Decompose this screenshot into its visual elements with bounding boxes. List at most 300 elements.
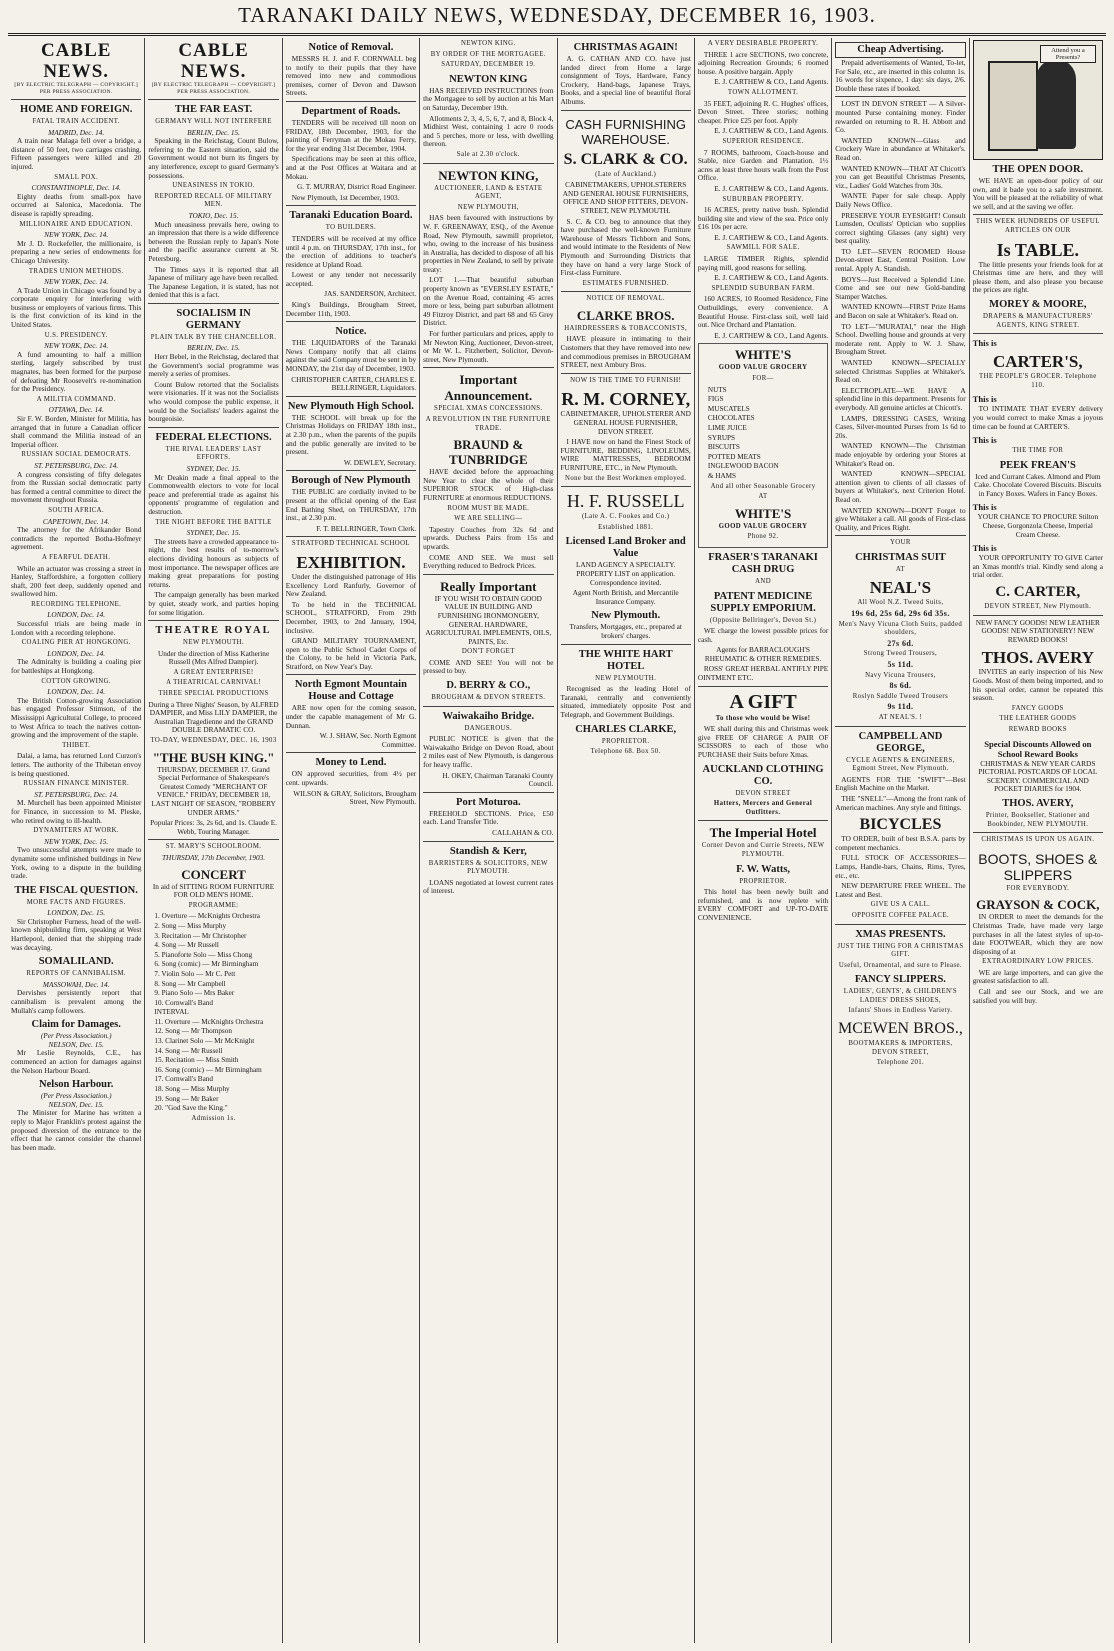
ad-body: This hotel has been newly built and refurnished, and is now replete with EVERY COMFORT and UP-TO-DATE CONVENIENCE.	[697, 887, 829, 922]
classified-ad: WANTED KNOWN—FIRST Prize Hams and Bacon on sale at Whitaker's. Read on.	[835, 302, 966, 321]
ad-line: Established 1881.	[598, 523, 654, 531]
divider	[423, 574, 553, 575]
ad-heading: CARTER'S,	[993, 352, 1083, 372]
property-body: 16 ACRES, pretty native bush. Splendid building site and view of the sea. Price only £16 10s per acre.	[697, 205, 829, 232]
divider	[561, 373, 691, 374]
story-heading: DYNAMITERS AT WORK.	[33, 827, 120, 835]
ad-heading: PATENT MEDICINE SUPPLY EMPORIUM.	[710, 590, 816, 614]
story-body: Mr Deakin made a final appeal to the Commonwealth electors to vote for local peace and preferential trade as against his opponents' programme of regulation and destruction.	[148, 472, 279, 516]
ad-subheading: BY ORDER OF THE MORTGAGEE.	[430, 50, 546, 58]
dateline: LONDON, Dec. 15.	[47, 908, 106, 918]
programme-item: 15. Recitation — Miss Smith	[154, 1056, 239, 1065]
story-heading: RUSSIAN FINANCE MINISTER.	[23, 780, 130, 788]
ad-body: WE charge the lowest possible prices for cash.	[697, 626, 829, 644]
ad-heading: FANCY SLIPPERS.	[854, 974, 946, 986]
story-body: A congress consisting of fifty delegates from the Russian social democratic party has formed a central committee to direct the movement throughout Russia.	[11, 469, 142, 505]
ad-line: ROOM MUST BE MADE.	[447, 504, 530, 512]
ad-heading: CAMPBELL AND GEORGE,	[858, 730, 943, 754]
copyright-line: [BY ELECTRIC TELEGRAPH — COPYRIGHT.]	[151, 82, 276, 88]
ad-line: Strong Tweed Trousers,	[863, 650, 938, 658]
ad-address: BROUGHAM & DEVON STREETS.	[431, 694, 546, 702]
ad-line: GIVE US A CALL.	[870, 901, 931, 909]
ad-body: IN ORDER to meet the demands for the Christmas Trade, have made very large purchases in all the latest styles of up-to-date FOOTWEAR, which they are now disposing of at	[972, 912, 1103, 956]
story-body: Herr Bebel, in the Reichstag, declared that the Government's social programme was merely a series of promises.	[148, 352, 279, 379]
programme-item: INTERVAL	[154, 1008, 189, 1017]
ad-line: All Wool N.Z. Tweed Suits,	[857, 599, 944, 607]
divider	[11, 99, 141, 100]
section-heading: SOMALILAND.	[38, 956, 114, 968]
ad-subheading: BARRISTERS & SOLICITORS, NEW PLYMOUTH.	[428, 859, 548, 876]
notice-body: GRAND MILITARY TOURNAMENT, open to the Public School Cadet Corps of the Colony, to be held in Victoria Park, Stratford, on New Year's Day.	[285, 636, 417, 671]
ad-line: EXTRAORDINARY LOW PRICES.	[982, 958, 1094, 966]
figure-illustration	[1036, 59, 1076, 149]
classified-ad: LOST IN DEVON STREET — A Silver-mounted Purse containing money. Finder rewarded on returning to R. H. Abbott and Co.	[835, 99, 966, 135]
notice-signature: H. OKEY, Chairman Taranaki County Council.	[442, 770, 554, 789]
story-body: Mr Leslie Reynolds, C.E., has commenced an action for damages against the Nelson Harbour Board.	[11, 1048, 142, 1075]
ad-heading: NEWTON KING.	[461, 40, 516, 47]
story-body: Sir Christopher Furness, head of the well-known shipbuilding firm, speaking at West Hartlepool, denied that the shipping trade was decaying.	[11, 916, 142, 952]
story-body: Speaking in the Reichstag, Count Bulow, referring to the Eastern situation, said the Government would not burn its fingers by any interference, except to guard Germany's possessions.	[148, 136, 279, 180]
dateline: ST. PETERSBURG, Dec. 14.	[34, 460, 119, 470]
ad-body: YOUR CHANCE TO PROCURE Stilton Cheese, Gorgonzola Cheese, Imperial Cream Cheese.	[977, 512, 1099, 539]
theatre-heading: THEATRE ROYAL	[155, 625, 272, 637]
divider	[973, 615, 1103, 616]
programme-item: 20. "God Save the King."	[154, 1104, 228, 1113]
ad-body: COME AND SEE! You will not be pressed to buy.	[423, 657, 554, 676]
door-illustration	[988, 61, 1038, 151]
dateline: NEW YORK, Dec. 15.	[44, 836, 109, 846]
column-6-property	[694, 38, 831, 1643]
programme-item: 1. Overture — McKnights Orchestra	[154, 912, 260, 921]
notice-body: Under the distinguished patronage of His Excellency Lord Ranfurly, Governor of New Zealand.	[285, 571, 417, 599]
notice-body: ARE now open for the coming season, under the capable management of Mr G. Dunnan.	[285, 703, 417, 730]
ad-phone: Telephone 201.	[876, 1059, 925, 1067]
divider	[423, 706, 553, 707]
ad-heading: NEWTON KING,	[438, 167, 539, 183]
ad-heading: New Plymouth.	[591, 610, 661, 622]
theatre-prices: Popular Prices: 3s, 2s 6d, and 1s. Claude E. Webb, Touring Manager.	[150, 818, 277, 836]
property-body: LARGE TIMBER Rights, splendid paying mill, good reasons for selling.	[697, 254, 829, 272]
story-heading: GERMANY WILL NOT INTERFERE	[155, 118, 272, 125]
property-body: 35 FEET, adjoining R. C. Hughes' offices, Devon Street. Three stories; nothing cheaper. Price £25 per foot. Apply	[697, 98, 829, 125]
ad-heading: F. W. Watts,	[736, 863, 791, 875]
ad-body: LOT 1.—That beautiful suburban property known as "EVERSLEY ESTATE," on the Avenue Road, containing 45 acres more or less, being part suburban allotment 49 Fitzroy District, and part 68 and 65 Grey District.	[423, 275, 554, 328]
divider	[148, 99, 278, 100]
ad-heading: THOS. AVERY	[981, 648, 1095, 668]
illustrated-ad-banner	[973, 40, 1103, 160]
ad-heading: Is TABLE.	[996, 239, 1079, 260]
concert-date: THURSDAY, 17th December, 1903.	[162, 852, 266, 862]
divider	[148, 303, 278, 304]
ad-body: CABINETMAKERS, UPHOLSTERERS AND GENERAL HOUSE FURNISHERS, OFFICE AND SHOP FITTERS, DEVON-STREET, NEW PLYMOUTH.	[562, 180, 689, 215]
divider	[561, 486, 691, 487]
ad-body: A. G. CATHAN AND CO. have just landed direct from Home a large consignment of Toys, Hardware, Fancy Crockery, Hand-bags, Japanese Trays, Books, and a special line of beautiful floral Albums.	[560, 54, 691, 106]
ad-line: REWARD BOOKS	[1008, 725, 1067, 733]
ad-subheading: AUCTIONEER, LAND & ESTATE AGENT,	[434, 184, 543, 201]
theatre-direction: Under the direction of Miss Katherine Russell (Mrs Alfred Dampier).	[157, 648, 270, 667]
ad-subheading: NEW PLYMOUTH.	[595, 674, 657, 682]
section-heading: Claim for Damages.	[31, 1019, 121, 1031]
ad-body: WE are large importers, and can give the greatest satisfaction to all.	[972, 967, 1103, 986]
dateline: MASSOWAH, Dec. 14.	[42, 979, 110, 989]
ad-line: Printer, Bookseller, Stationer and Bookbinder, NEW PLYMOUTH.	[985, 811, 1090, 828]
divider	[561, 644, 691, 645]
classified-ad: WANTED KNOWN—SPECIAL attention given to clients of all classes of buyers at Whitaker's, next Criterion Hotel. Read on.	[835, 469, 966, 504]
classified-ad: WANTE Paper for sale cheap. Apply Daily News Office.	[835, 191, 966, 209]
dateline: NELSON, Dec. 15.	[48, 1039, 104, 1049]
notice-body: Lowest or any tender not necessarily accepted.	[285, 270, 417, 288]
ad-body: FULL STOCK OF ACCESSORIES— Lamps, Handle-bars, Chains, Rims, Tyres, etc., etc.	[835, 853, 966, 880]
story-heading: SMALL POX.	[54, 173, 99, 181]
ad-line: THE LEATHER GOODS	[999, 715, 1077, 723]
ad-heading: S. CLARK & CO.	[563, 150, 688, 168]
ad-body: NEW FANCY GOODS! NEW LEATHER GOODS! NEW STATIONERY! NEW REWARD BOOKS!	[975, 617, 1100, 644]
ad-phone: Phone 92.	[747, 533, 779, 541]
story-body: The Times says it is reported that all Japanese of military age have been recalled. The Japanese Legation, it is stated, has not denied that this is a fact.	[148, 264, 279, 300]
source-line: (Per Press Association.)	[40, 1091, 112, 1101]
story-body: Dervishes persistently report that cannibalism is prevalent among the Mullah's camp followers.	[11, 988, 142, 1015]
ad-body: Allotments 2, 3, 4, 5, 6, 7, and 8, Block 4, Midhirst West, containing 1 acre 0 roods and 5 perches, more or less, with dwelling thereon.	[423, 113, 554, 149]
story-body: The campaign generally has been marked by quiet, steady work, and parties hoping for some litigation.	[148, 590, 279, 617]
ad-heading: CHRISTMAS AGAIN!	[573, 42, 678, 53]
story-body: Sir F. W. Borden, Minister for Militia, has arranged that in future a Canadian officer shall command the Militia instead of an Imperial officer.	[11, 414, 142, 449]
divider	[835, 535, 965, 536]
programme-item: 12. Song — Mr Thompson	[154, 1027, 232, 1036]
notice-signature: F. T. BELLRINGER, Town Clerk.	[316, 523, 417, 533]
price-line: 27s 6d.	[887, 638, 914, 648]
ad-body: Agents for BARRACLOUGH'S RHEUMATIC & OTHER REMEDIES.	[704, 645, 822, 663]
divider	[286, 321, 416, 322]
ad-body: S. C. & CO. beg to announce that they have purchased the well-known Furniture Warehouse of Messrs Tichborn and Sons, and would intimate to the Residents of New Plymouth and Surrounding Districts that they have on hand a very large Stock of First-class Furniture.	[560, 216, 691, 278]
notice-body: THE SCHOOL will break up for the Christmas Holidays on FRIDAY 18th inst., at 2.30 p.m., when the parents of the pupils and the public generally are invited to be present.	[285, 412, 417, 457]
cable-news-title: CABLE NEWS.	[178, 40, 249, 82]
exhibition-heading: EXHIBITION.	[296, 552, 406, 572]
story-heading: THE NIGHT BEFORE THE BATTLE	[155, 518, 272, 526]
ad-body: COME AND SEE. We must sell Everything reduced to Bedrock Prices.	[423, 552, 554, 571]
ad-body: CABINETMAKER, UPHOLSTERER AND GENERAL HOUSE FURNISHER, DEVON STREET.	[560, 409, 691, 436]
ad-heading: C. CARTER,	[995, 584, 1081, 601]
notice-line: DANGEROUS.	[464, 724, 513, 732]
story-heading: COTTON GROWING.	[41, 677, 112, 685]
ad-heading: CHRISTMAS SUIT	[855, 551, 946, 563]
dateline: SYDNEY, Dec. 15.	[186, 528, 241, 538]
dateline: NEW YORK, Dec. 14.	[44, 230, 109, 240]
ad-heading: MOREY & MOORE,	[989, 298, 1087, 310]
speech-bubble: Attend you a Presents?	[1040, 45, 1096, 63]
ad-body: CHRISTMAS & NEW YEAR CARDS PICTORIAL POSTCARDS OF LOCAL SCENERY. COMMERCIAL AND POCKET DIARIES for 1904.	[978, 758, 1098, 794]
ad-heading: CASH FURNISHING WAREHOUSE.	[565, 116, 686, 147]
ad-heading: WHITE'S	[734, 505, 792, 521]
story-heading: MORE FACTS AND FIGURES.	[26, 898, 126, 906]
price-line: 19s 6d, 25s 6d, 29s 6d 35s.	[851, 609, 950, 619]
ad-body: IF YOU WISH TO OBTAIN GOOD VALUE IN BUILDING AND FURNISHING IRONMONGERY, GENERAL HARDWARE, AGRICULTURAL IMPLEMENTS, OILS, PAINTS, Etc.	[425, 593, 552, 646]
programme-item: 9. Piano Solo — Mrs Baker	[154, 989, 235, 998]
ad-body: HAVE decided before the approaching New Year to clear the whole of their SUPERIOR STOCK of High-class FURNITURE at enormous REDUCTIONS.	[423, 467, 554, 502]
divider	[286, 674, 416, 675]
dateline: MADRID, Dec. 14.	[48, 127, 105, 137]
notice-body: TENDERS will be received at my office until 4 p.m. on THURSDAY, 17th inst., for the erection of additions to teacher's residence at Upland Road.	[285, 233, 417, 269]
ad-subheading: PROPRIETOR.	[601, 737, 650, 745]
notice-body: TENDERS will be received till noon on FRIDAY, 18th December, 1903, for the painting of Ferryman at the Mokau Ferry, for the year ending 31st December, 1904.	[285, 117, 417, 153]
property-agent: E. J. CARTHEW & CO., Land Agents.	[714, 77, 829, 87]
property-heading: SPLENDID SUBURBAN FARM.	[711, 284, 815, 292]
ad-body: Transfers, Mortgages, etc., prepared at brokers' charges.	[569, 622, 682, 640]
ad-heading: R. M. CORNEY,	[561, 389, 691, 410]
ad-line: Roslyn Saddle Tweed Trousers	[852, 692, 949, 700]
ad-heading: THE OPEN DOOR.	[992, 164, 1084, 175]
ad-body: I HAVE now on hand the Finest Stock of FURNITURE, BEDDING, LINOLEUMS, WIRE MATTRESSES, BEDROOM FURNITURE, ETC., in New Plymouth.	[560, 437, 691, 472]
ad-body: TO INTIMATE THAT EVERY delivery you would correct to make Xmas a joyous time can be found at CARTER'S.	[972, 404, 1103, 431]
notice-signature: W. DEWLEY, Secretary.	[343, 457, 417, 467]
property-heading: A VERY DESIRABLE PROPERTY.	[707, 40, 819, 47]
ad-subheading: (Late A. C. Fookes and Co.)	[581, 513, 670, 521]
property-agent: E. J. CARTHEW & CO., Land Agents.	[714, 183, 829, 193]
property-body: 7 ROOMS, bathroom, Coach-house and Stable, nice Garden and Plantation. 1½ acres at least three hours walk from the Post Office.	[697, 147, 829, 183]
property-agent: E. J. CARTHEW & CO., Land Agents.	[714, 126, 829, 136]
property-body: THREE 1 acre SECTIONS, two concrete, adjoining Recreation Grounds; 6 roomed house. A positive bargain. Apply	[697, 49, 829, 76]
notice-signature: WILSON & GRAY, Solicitors, Brougham Street, New Plymouth.	[293, 788, 417, 807]
story-heading: TRADES UNION METHODS.	[28, 267, 124, 275]
ad-heading: H. F. RUSSELL	[566, 491, 685, 512]
ad-subheading: NOTICE OF REMOVAL.	[586, 295, 665, 303]
dateline: BERLIN, Dec. 15.	[187, 127, 241, 137]
ad-subheading: GOOD VALUE GROCERY	[718, 364, 808, 372]
section-heading: THE FAR EAST.	[174, 104, 253, 115]
property-heading: TOWN ALLOTMENT.	[727, 88, 799, 96]
divider	[148, 620, 278, 621]
story-body: The Admiralty is building a coaling pier for battleships at Hongkong.	[11, 657, 142, 676]
section-heading: Nelson Harbour.	[39, 1079, 114, 1091]
notice-body: To be held in the TECHNICAL SCHOOL, STRATFORD, From 29th December, 1903, to 2nd January, 1904, inclusive.	[285, 599, 417, 635]
column-3-notices	[282, 38, 419, 1643]
play-title: "THE BUSH KING."	[152, 749, 275, 765]
programme-list	[148, 912, 278, 1112]
price-line: 8s 6d.	[889, 681, 912, 691]
ad-line: None but the Best Workmen employed.	[565, 474, 687, 482]
ad-line: FOR—	[752, 375, 774, 382]
ad-body: Tapestry Couches from 32s 6d and upwards. Duchess Pairs from 15s and upwards.	[423, 524, 554, 551]
ad-heading: Licensed Land Broker and Value	[565, 536, 686, 560]
notice-signature: JAS. SANDERSON, Architect.	[324, 289, 417, 299]
story-heading: SOUTH AFRICA.	[48, 506, 105, 514]
notice-heading: New Plymouth High School.	[287, 400, 414, 412]
divider	[698, 820, 828, 821]
ad-heading: THOS. AVERY,	[1002, 797, 1074, 809]
ad-body: YOUR OPPORTUNITY TO GIVE Carter an Xmas month's trial. Kindly send along a trial order.	[972, 553, 1103, 580]
ad-body: Iced and Currant Cakes. Almond and Plum Cake. Chocolate Covered Biscuits. Biscuits in Fancy Boxes. Wafers in Fancy Boxes.	[974, 471, 1102, 498]
whites-grocery-ad	[698, 343, 828, 548]
divider	[423, 792, 553, 793]
ad-line: FOR EVERYBODY.	[1006, 884, 1070, 892]
programme-item: 19. Song — Mr Baker	[154, 1094, 219, 1103]
property-heading: SAWMILL FOR SALE.	[726, 244, 800, 252]
classified-ad: PRESERVE YOUR EYESIGHT! Consult Lumsden, Oculists' Optician who supplies correct sighting Glasses (any sight) very best quality.	[835, 210, 966, 246]
property-agent: E. J. CARTHEW & CO., Land Agents.	[714, 273, 829, 283]
ad-kicker: This is	[972, 394, 997, 405]
ad-kicker: This is	[972, 543, 997, 554]
theatre-body: During a Three Nights' Season, by ALFRED DAMPIER, and Miss LILY DAMPIER, the Australian Tragedienne and the GRAND DOUBLE DRAMATIC CO.	[148, 699, 279, 735]
ad-line: JUST THE THING FOR A CHRISTMAS GIFT.	[837, 942, 964, 959]
section-heading: THE FISCAL QUESTION.	[14, 884, 138, 896]
ad-kicker: This is	[972, 435, 997, 446]
grocery-item: NUTS	[707, 385, 727, 394]
notice-heading: Department of Roads.	[301, 105, 401, 117]
concert-heading: CONCERT	[181, 866, 246, 882]
ad-body: WE HAVE an open-door policy of our own, and it bade you to a safe investment. You will be pleased at the reliability of what we sell, and at the saving we offer.	[972, 176, 1103, 211]
masthead-rule	[8, 33, 1106, 36]
price-line: 9s 11d.	[887, 702, 914, 712]
ad-line: Men's Navy Vicuna Cloth Suits, padded shoulders,	[838, 620, 963, 637]
divider	[148, 839, 278, 840]
programme-item: 8. Song — Mr Campbell	[154, 979, 226, 988]
ad-line: Infants' Shoes in Endless Variety.	[848, 1007, 953, 1015]
notice-heading: Money to Lend.	[315, 757, 387, 769]
notice-heading: Notice of Removal.	[308, 42, 394, 53]
classified-ad: WANTED KNOWN—SPECIALLY selected Christmas Supplies at Whitaker's. Read on.	[835, 358, 966, 385]
ad-body: For further particulars and prices, apply to Mr Newton King, Auctioneer, Devon-street, or Mr W. L. Fitzherbert, Solicitor, Devon-street, New Plymouth.	[423, 329, 554, 364]
page-columns	[8, 38, 1106, 1643]
source-line: (Per Press Association.)	[40, 1031, 112, 1041]
ad-subheading: PROPRIETOR.	[739, 877, 787, 885]
ad-heading: CLARKE BROS.	[576, 307, 675, 323]
ad-body: HAVE pleasure in intimating to their Customers that they have removed into new and commodious premises in BROUGHAM STREET, next Ambury Bros.	[560, 334, 691, 370]
divider	[973, 832, 1103, 833]
story-body: Much uneasiness prevails here, owing to an impression that there is a wide difference between the Russian reply to Japan's Note and the pacific assurance current at St. Petersburg.	[148, 219, 279, 263]
theatre-line: A GREAT ENTERPRISE!	[173, 668, 254, 676]
ad-heading: D. BERRY & CO.,	[446, 680, 531, 692]
divider	[561, 291, 691, 292]
programme-item: 3. Recitation — Mr Christopher	[154, 931, 247, 940]
classified-ad: BOYS—Just Received a Splendid Line. Come and see our new Gold-banding Stamper Watches.	[835, 274, 966, 301]
story-heading: REPORTS OF CANNIBALISM.	[26, 970, 126, 978]
column-8-retail	[969, 38, 1106, 1643]
ad-body: INVITES an early inspection of his New Goods. Most of them being imported, and to his special order, cannot be repeated this season.	[972, 667, 1103, 703]
ad-body: Recognised as the leading Hotel of Taranaki, centrally and conveniently situated, immediately opposite Post and Telegraph, and Government Buildings.	[560, 684, 691, 719]
ad-body: LAND AGENCY A SPECIALTY. PROPERTY LIST on application. Correspondence invited.	[575, 560, 676, 587]
ad-body: NEW DEPARTURE FREE WHEEL. The Latest and Best.	[835, 881, 966, 899]
story-heading: RECORDING TELEPHONE.	[31, 600, 122, 608]
ad-heading: THE WHITE HART HOTEL	[578, 648, 673, 672]
masthead	[0, 0, 1114, 30]
theatre-line: A THEATRICAL CARNIVAL!	[166, 679, 261, 687]
ad-heading: Announcement.	[444, 388, 533, 404]
ad-line: Useful, Ornamental, and sure to Please.	[838, 961, 963, 969]
grocery-item: SYRUPS	[707, 433, 736, 442]
story-subheading: REPORTED RECALL OF MILITARY MEN.	[154, 192, 273, 209]
ad-subheading: NOW IS THE TIME TO FURNISH!	[570, 376, 682, 384]
ad-line: THE TIME FOR	[1012, 447, 1064, 455]
ad-kicker: This is	[972, 338, 997, 349]
divider	[973, 333, 1103, 334]
divider	[286, 101, 416, 102]
story-heading: A FEARFUL DEATH.	[42, 553, 111, 561]
ad-heading: NEWTON KING	[449, 73, 528, 85]
programme-item: 18. Song — Miss Murphy	[154, 1085, 230, 1094]
story-body: Eighty deaths from small-pox have occurred at Salonica, Macedonia. The disease is rapidly spreading.	[11, 191, 142, 218]
property-agent: E. J. CARTHEW & CO., Land Agents.	[714, 330, 829, 340]
classified-ad: LAMPS, DRESSING CASES, Writing Cases, Silver-mounted Purses from 1s 6d to 20s.	[835, 413, 966, 440]
divider	[835, 96, 965, 97]
notice-heading: Notice.	[335, 326, 367, 338]
ad-line: DON'T FORGET	[461, 648, 515, 656]
story-body: While an actuator was crossing a street in Hanley, Staffordshire, a forgotten colliery shaft, 200 feet deep, suddenly opened and swallowed him.	[11, 563, 142, 599]
programme-item: 11. Overture — McKnights Orchestra	[154, 1017, 264, 1026]
concert-purpose: In aid of SITTING ROOM FURNITURE FOR OLD MEN'S HOME.	[152, 881, 275, 900]
ad-line: OPPOSITE COFFEE PALACE.	[851, 911, 949, 919]
ad-heading: CHARLES CLARKE,	[575, 723, 677, 735]
dateline: CAPETOWN, Dec. 14.	[42, 516, 110, 526]
ad-line: AT	[895, 565, 905, 573]
dateline: LONDON, Dec. 14.	[47, 610, 106, 620]
ad-body: Agent North British, and Mercantile Insurance Company.	[572, 588, 679, 606]
theatre-body: THURSDAY, DECEMBER 17. Grand Special Performance of Shakespeare's Greatest Comedy "MERCHANT OF VENICE." FRIDAY, DECEMBER 18, LAST NIGHT OF SEASON, "ROBBERY UNDER ARMS."	[151, 764, 276, 817]
ad-subheading: GOOD VALUE GROCERY	[718, 522, 808, 530]
grocery-item: INGLEWOOD BACON	[707, 462, 779, 471]
ad-line: (Opposite Bellringer's, Devon St.)	[709, 616, 817, 624]
ad-heading: BICYCLES	[859, 816, 942, 834]
divider	[423, 367, 553, 368]
ad-line: DEVON STREET, New Plymouth.	[984, 603, 1092, 611]
story-body: The Minister for Marine has written a reply to Major Franklin's protest against the proposed diversion of the entrance to the effect that he cannot consider the channel has been made.	[11, 1108, 142, 1152]
story-heading: FATAL TRAIN ACCIDENT.	[32, 118, 120, 125]
story-body: Successful trials are being made in London with a recording telephone.	[11, 619, 142, 637]
ad-subheading: HAIRDRESSERS & TOBACCONISTS,	[564, 324, 688, 332]
property-agent: E. J. CARTHEW & CO., Land Agents.	[714, 232, 829, 242]
classified-ad: WANTED KNOWN—Glass and Crockery Ware in abundance at Whitaker's. Read on.	[835, 135, 966, 162]
classified-ad: WANTED KNOWN—THAT AT Chicott's you can get Beautiful Christmas Presents, viz., Ladies' Gold Watches from 30s.	[835, 163, 966, 190]
column-5-furnishing	[557, 38, 694, 1643]
ad-line: ESTIMATES FURNISHED.	[582, 279, 669, 287]
notice-heading: Borough of New Plymouth	[291, 475, 411, 487]
ad-subheading: Corner Devon and Currie Streets, NEW PLYMOUTH.	[701, 842, 825, 858]
ad-subheading: Hatters, Mercers and General Outfitters.	[713, 800, 813, 816]
ad-body: The little presents your friends look for at Christmas time are here, and they will please them, and also please you because the prices are right.	[972, 259, 1103, 295]
dateline: BERLIN, Dec. 15.	[187, 343, 241, 353]
notice-signature: CALLAHAN & CO.	[492, 828, 554, 837]
column-7-classifieds	[831, 38, 968, 1643]
divider	[286, 396, 416, 397]
notice-signature: W. J. SHAW, Sec. North Egmont Committee.	[319, 731, 417, 749]
theatre-line: THREE SPECIAL PRODUCTIONS	[158, 690, 269, 698]
classified-ad: ELECTROPLATE—WE HAVE A splendid line in this department. Presents for everybody. All genuine articles at Chicott's.	[835, 385, 966, 412]
programme-item: 7. Violin Solo — Mr C. Pett	[154, 969, 236, 978]
classified-ad: TO LET—"MURATAI," near the High School. Dwelling house and grounds at very moderate rent. Apply to W. J. Shaw, Brougham Street.	[835, 321, 966, 357]
ad-body: LOANS negotiated at lowest current rates of interest.	[423, 877, 554, 896]
story-body: The British Cotton-growing Association has engaged Professor Stimson, of the Mississippi Agricultural College, to proceed to West Africa to teach the natives cotton-growing and the improvement of the staple.	[11, 695, 142, 740]
ad-line: AT NEAL'S. !	[878, 714, 923, 721]
ad-line: AT	[758, 493, 768, 501]
property-body: 160 ACRES, 10 Roomed Residence, Fine Outbuildings, every convenience. A Beautiful House. First-class soil, well laid out. Nice Orchard and Plantation.	[697, 294, 829, 330]
ad-heading: NEAL'S	[869, 578, 932, 598]
price-line: 5s 11d.	[887, 660, 914, 670]
notice-body: FREEHOLD SECTIONS. Price, £50 each. Land Transfer Title.	[423, 808, 554, 827]
notice-body: THE PUBLIC are cordially invited to be present at the official opening of the East End Bathing Shed, on THURSDAY, 17th inst., at 2.30 p.m.	[285, 487, 417, 523]
press-line: PER PRESS ASSOCIATION.	[39, 89, 113, 95]
dateline: SYDNEY, Dec. 15.	[186, 464, 241, 473]
ad-heading: Standish & Kerr,	[449, 845, 527, 857]
ad-subheading: CYCLE AGENTS & ENGINEERS, Egmont Street, New Plymouth.	[846, 756, 955, 773]
programme-item: 5. Pianoforte Solo — Miss Chong	[154, 950, 253, 959]
classified-ad: WANTED KNOWN—DON'T Forget to give Whitaker a call. All goods of First-class Quality, and Prices Right.	[835, 505, 966, 532]
story-heading: COALING PIER AT HONGKONG.	[21, 639, 131, 647]
programme-item: 16. Song (comic) — Mr Birmingham	[154, 1065, 262, 1074]
ad-line: YOUR	[890, 539, 911, 547]
story-body: The streets have a crowded appearance to-night, the best results of to-morrow's elections dividing honours as subjects of most importance. The newspaper offices are making great preparations for posting returns.	[148, 536, 279, 589]
ad-heading: MCEWEN BROS.,	[837, 1020, 963, 1038]
ad-line: LADIES', GENTS', & CHILDREN'S LADIES' DRESS SHOES,	[843, 988, 958, 1004]
grocery-item: LIME JUICE	[707, 423, 747, 432]
dateline: LONDON, Dec. 14.	[47, 687, 106, 697]
